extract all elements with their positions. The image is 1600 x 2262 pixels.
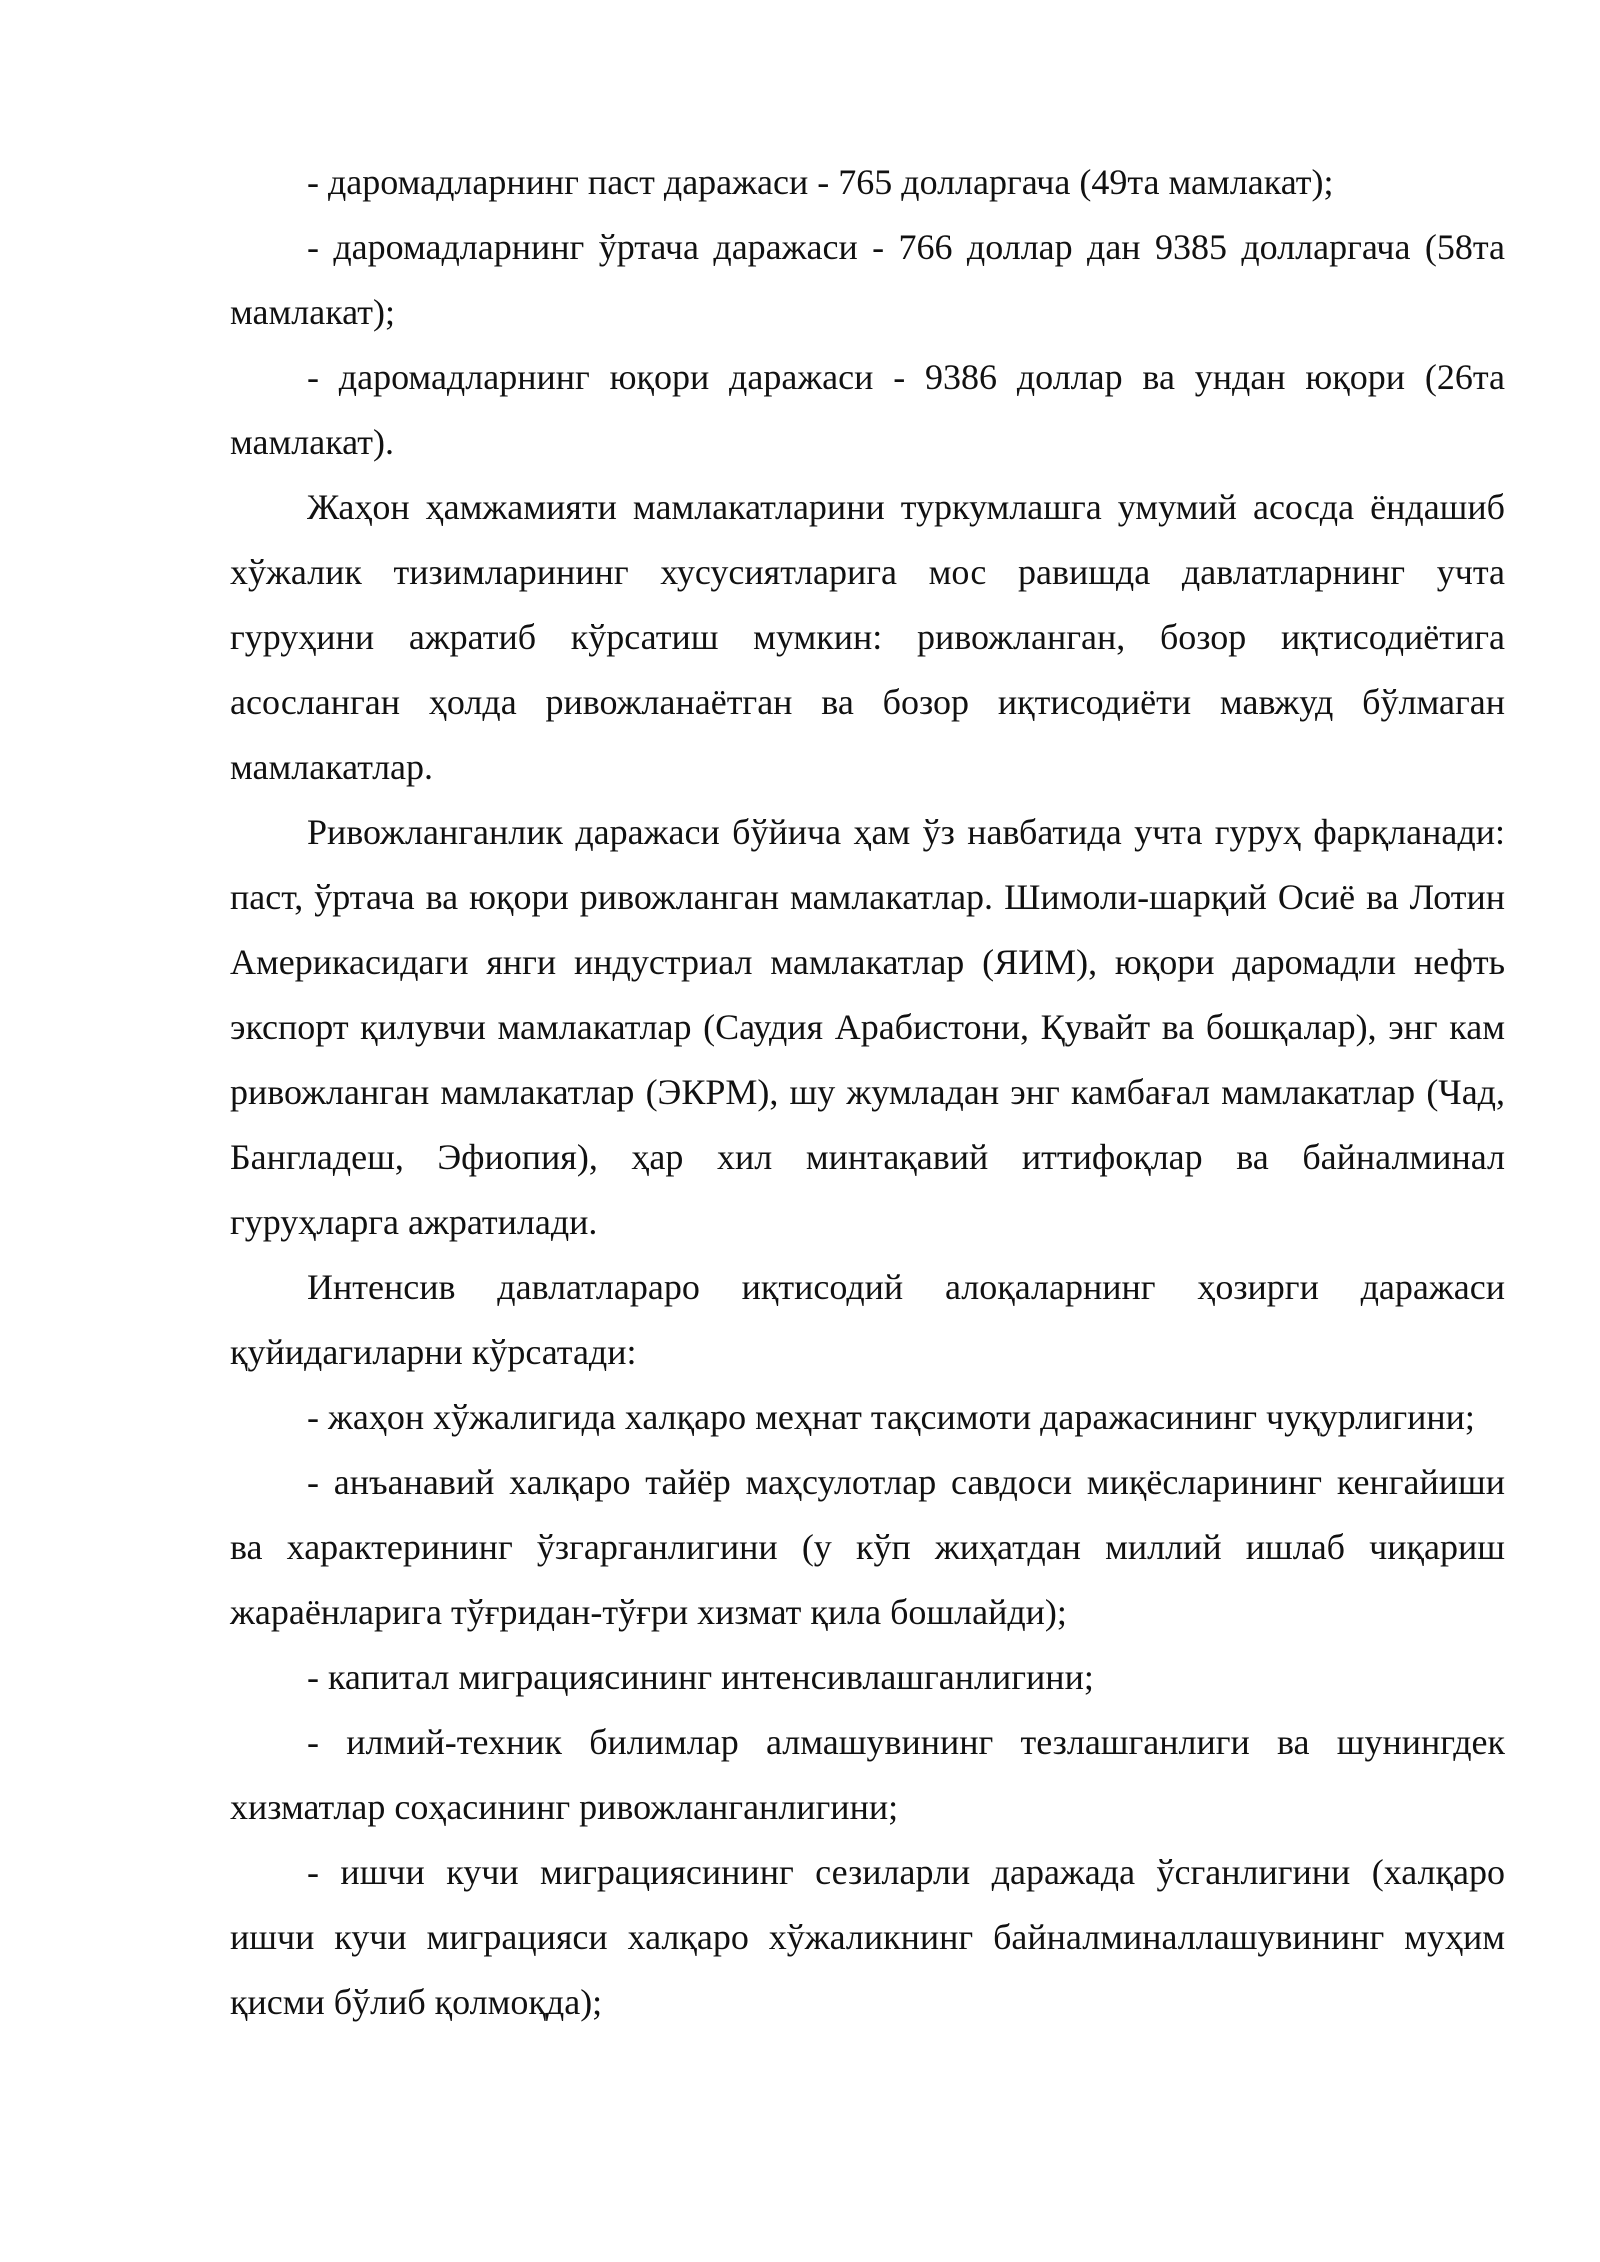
document-page (230, 150, 1505, 2035)
paragraph-country-groups: Жаҳон ҳамжамияти мамлакатларини туркумлашга умумий асосда ёндашиб хўжалик тизимларининг хусусиятларига мос равишда давлатларнинг учта гуруҳини ажратиб кўрсатиш мумкин: ривожланган, бозор иқтисодиётига асосланган ҳолда ривожланаётган ва бозор иқтисодиёти мавжуд бўлмаган мамлакатлар. (230, 487, 1505, 787)
bullet-middle-income: - даромадларнинг ўртача даражаси - 766 доллар дан 9385 долларгача (58та мамлакат); (230, 227, 1505, 332)
bullet-knowledge-exchange: - илмий-техник билимлар алмашувининг тезлашганлиги ва шунингдек хизматлар соҳасининг ривожланганлигини; (230, 1722, 1505, 1827)
bullet-high-income: - даромадларнинг юқори даражаси - 9386 доллар ва ундан юқори (26та мамлакат). (230, 357, 1505, 462)
bullet-labor-migration: - ишчи кучи миграциясининг сезиларли даражада ўсганлигини (халқаро ишчи кучи миграцияси халқаро хўжаликнинг байналминаллашувининг муҳим қисми бўлиб қолмоқда); (230, 1852, 1505, 2022)
bullet-labor-division: - жаҳон хўжалигида халқаро меҳнат тақсимоти даражасининг чуқурлигини; (307, 1397, 1475, 1437)
paragraph-development-levels: Ривожланганлик даражаси бўйича ҳам ўз навбатида учта гуруҳ фарқланади: паст, ўртача ва юқори ривожланган мамлакатлар. Шимоли-шарқий Осиё ва Лотин Америкасидаги янги индустриал мамлакатлар (ЯИМ), юқори даромадли нефть экспорт қилувчи мамлакатлар (Саудия Арабистони, Қувайт ва бошқалар), энг кам ривожланган мамлакатлар (ЭКРМ), шу жумладан энг камбағал мамлакатлар (Чад, Бангладеш, Эфиопия), ҳар хил минтақавий иттифоқлар ва байналминал гуруҳларга ажратилади. (230, 812, 1505, 1242)
bullet-capital-migration: - капитал миграциясининг интенсивлашганлигини; (307, 1657, 1094, 1697)
bullet-trade-expansion: - анъанавий халқаро тайёр маҳсулотлар савдоси миқёсларининг кенгайиши ва характерининг ўзгарганлигини (у кўп жиҳатдан миллий ишлаб чиқариш жараёнларига тўғридан-тўғри хизмат қила бошлайди); (230, 1462, 1505, 1632)
paragraph-intensive-relations: Интенсив давлатлараро иқтисодий алоқаларнинг ҳозирги даражаси қуйидагиларни кўрсатади: (230, 1267, 1505, 1372)
bullet-low-income: - даромадларнинг паст даражаси - 765 долларгача (49та мамлакат); (307, 162, 1334, 202)
